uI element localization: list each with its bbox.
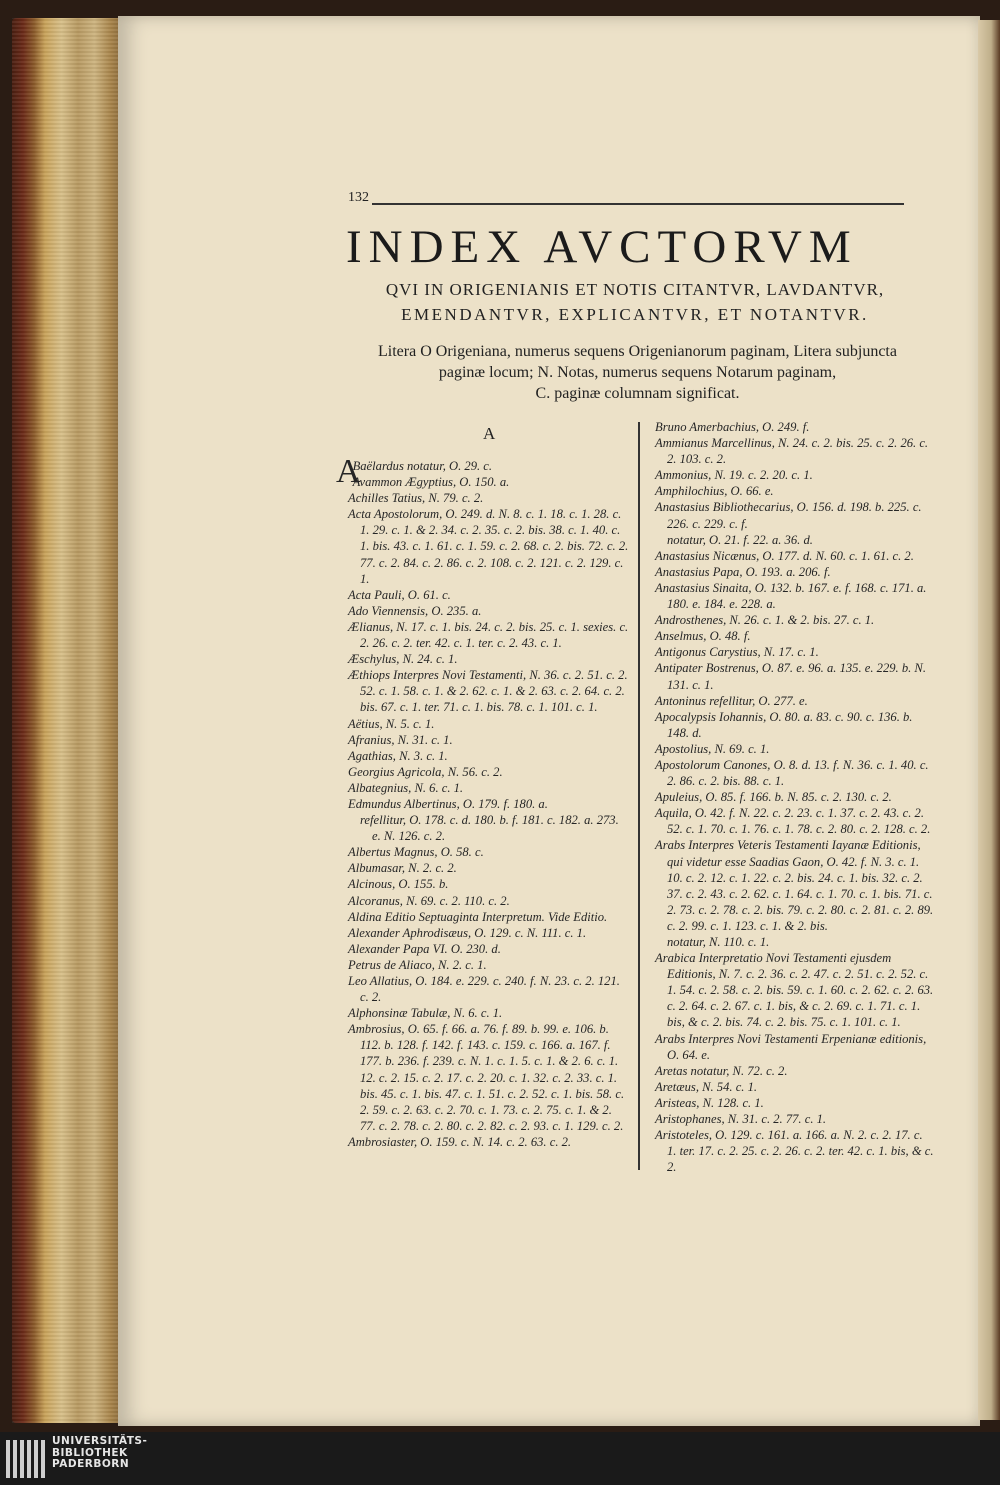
index-entry: Agathias, N. 3. c. 1.: [348, 748, 448, 763]
header-rule: [372, 203, 904, 205]
index-entry: Apuleius, O. 85. f. 166. b. N. 85. c. 2. 130. c. 2.: [655, 790, 892, 805]
index-entry: Bruno Amerbachius, O. 249. f.: [655, 420, 810, 434]
index-entry: Anastasius Bibliothecarius, O. 156. d. 198. b. 225. c. 226. c. 229. c. f.: [655, 500, 922, 531]
index-subentry: notatur, N. 110. c. 1.: [667, 935, 770, 949]
index-entry: Alexander Aphrodisæus, O. 129. c. N. 111. c. 1.: [348, 925, 587, 940]
index-entry: Arabs Interpres Novi Testamenti Erpenianæ editionis, O. 64. e.: [655, 1031, 927, 1062]
legend-line: C. paginæ columnam significat.: [535, 385, 740, 402]
index-entry: Alexander Papa VI. O. 230. d.: [348, 941, 501, 956]
index-entry: Antigonus Carystius, N. 17. c. 1.: [655, 645, 819, 660]
index-entry: Edmundus Albertinus, O. 179. f. 180. a.: [348, 796, 548, 811]
logo-line: BIBLIOTHEK: [52, 1446, 128, 1459]
index-column-left: [336, 453, 630, 1150]
subtitle-line-1: QVI IN ORIGENIANIS ET NOTIS CITANTVR, LAVDANTVR,: [385, 280, 885, 299]
index-entry: Aretæus, N. 54. c. 1.: [655, 1079, 758, 1094]
index-entry: Anastasius Nicænus, O. 177. d. N. 60. c. 1. 61. c. 2.: [655, 548, 914, 563]
logo-line: PADERBORN: [52, 1458, 130, 1470]
index-entry: Aristeas, N. 128. c. 1.: [655, 1095, 764, 1110]
index-entry: Aristophanes, N. 31. c. 2. 77. c. 1.: [655, 1112, 827, 1127]
index-entry: Avammon Ægyptius, O. 150. a.: [352, 475, 510, 490]
index-entry: Acta Pauli, O. 61. c.: [348, 587, 451, 602]
index-entry: Antipater Bostrenus, O. 87. e. 96. a. 135. e. 229. b. N. 131. c. 1.: [655, 661, 926, 692]
index-entry: Acta Apostolorum, O. 249. d. N. 8. c. 1. 18. c. 1. 28. c. 1. 29. c. 1. & 2. 34. c. 2. 35. c. 2. bis. 38. c. 1. 40. c. 1. bis. 43. c. 1. 61. c. 1. 59. c. 2. 68. c. 2. bis. 72. c. 2. 77. c. 2. 84. c. 2. 86. c. 2. 108. c. 2. 121. c. 2. 129. c. 1.: [348, 507, 629, 586]
index-entry: Georgius Agricola, N. 56. c. 2.: [348, 764, 503, 779]
legend-line: Litera O Origeniana, numerus sequens Origenianorum paginam, Litera subjuncta: [378, 343, 897, 360]
index-entry: Arabs Interpres Veteris Testamenti Iayanæ Editionis, qui videtur esse Saadias Gaon, O. 42. f. N. 3. c. 1. 10. c. 2. 12. c. 1. 22. c. 2. bis. 24. c. 1. bis. 32. c. 2. 37. c. 2. 43. c. 2. 62. c. 1. 64. c. 1. 70. c. 1. bis. 71. c. 2. 73. c. 2. 78. c. 2. bis. 79. c. 2. 80. c. 2. 81. c. 2. 89. c. 2. 99. c. 1. 123. c. 1. & 2. bis.: [655, 838, 934, 933]
index-entry: A Baëlardus notatur, O. 29. c.: [336, 453, 493, 490]
library-footer-bar: [0, 1432, 1000, 1485]
index-entry: Ambrosius, O. 65. f. 66. a. 76. f. 89. b. 99. e. 106. b. 112. b. 128. f. 142. f. 143. c. 159. c. 166. a. 167. f. 177. b. 236. f. 239. c. N. 1. c. 1. 5. c. 1. & 2. 6. c. 1. 12. c. 2. 15. c. 2. 17. c. 2. 20. c. 1. 32. c. 2. 33. c. 1. bis. 45. c. 1. bis. 47. c. 1. 51. c. 2. 52. c. 1. bis. 58. c. 2. 59. c. 2. 63. c. 2. 70. c. 1. 73. c. 2. 75. c. 1. & 2. 77. c. 2. 78. c. 2. 80. c. 2. 82. c. 2. 93. c. 1. 129. c. 2.: [348, 1022, 625, 1133]
index-entry: Æthiops Interpres Novi Testamenti, N. 36. c. 2. 51. c. 2. 52. c. 1. 58. c. 1. & 2. 62. c. 1. & 2. 63. c. 2. 64. c. 2. bis. 67. c. 1. ter. 71. c. 1. bis. 78. c. 1. 101. c. 1.: [348, 668, 628, 715]
section-letter: A: [483, 424, 496, 443]
index-entry: Apostolorum Canones, O. 8. d. 13. f. N. 36. c. 1. 40. c. 2. 86. c. 2. bis. 88. c. 1.: [655, 757, 929, 789]
index-entry: Antoninus refellitur, O. 277. e.: [655, 693, 808, 708]
index-entry: Petrus de Aliaco, N. 2. c. 1.: [348, 957, 487, 972]
index-entry: Aretas notatur, N. 72. c. 2.: [655, 1063, 788, 1078]
index-entry: Albumasar, N. 2. c. 2.: [348, 861, 457, 876]
index-entry: Alcoranus, N. 69. c. 2. 110. c. 2.: [348, 893, 510, 908]
index-entry: Ado Viennensis, O. 235. a.: [348, 603, 482, 618]
index-entry: Aldina Editio Septuaginta Interpretum. Vide Editio.: [348, 909, 608, 924]
index-entry: Anselmus, O. 48. f.: [655, 629, 751, 644]
index-entry: Apocalypsis Iohannis, O. 80. a. 83. c. 90. c. 136. b. 148. d.: [655, 709, 913, 740]
library-logo-text: [52, 1436, 147, 1471]
index-entry: Aristoteles, O. 129. c. 161. a. 166. a. N. 2. c. 2. 17. c. 1. ter. 17. c. 2. 25. c. 2. 26. c. 2. ter. 42. c. 1. bis, & c. 2.: [655, 1128, 934, 1175]
index-entry: Albategnius, N. 6. c. 1.: [348, 780, 464, 795]
index-entry: Æschylus, N. 24. c. 1.: [348, 652, 458, 667]
library-logo-icon: [6, 1440, 50, 1478]
abbreviation-legend: [350, 341, 925, 404]
index-entry: Alcinous, O. 155. b.: [348, 877, 449, 892]
subtitle-line-2: EMENDANTVR, EXPLICANTVR, ET NOTANTVR.: [401, 305, 869, 324]
index-entry: Ammonius, N. 19. c. 2. 20. c. 1.: [655, 468, 813, 483]
index-entry: Aëtius, N. 5. c. 1.: [348, 716, 435, 731]
index-entry: Aquila, O. 42. f. N. 22. c. 2. 23. c. 1. 37. c. 2. 43. c. 2. 52. c. 1. 70. c. 1. 76. c. 1. 78. c. 2. 80. c. 2. 128. c. 2.: [655, 806, 931, 837]
index-entry: Anastasius Papa, O. 193. a. 206. f.: [655, 564, 831, 579]
index-entry: Ambrosiaster, O. 159. c. N. 14. c. 2. 63. c. 2.: [348, 1134, 572, 1149]
index-entry: Ammianus Marcellinus, N. 24. c. 2. bis. 25. c. 2. 26. c. 2. 103. c. 2.: [655, 436, 929, 467]
index-entry: Anastasius Sinaita, O. 132. b. 167. e. f. 168. c. 171. a. 180. e. 184. e. 228. a.: [655, 580, 927, 612]
index-entry: Arabica Interpretatio Novi Testamenti ejusdem Editionis, N. 7. c. 2. 36. c. 2. 47. c. 2. 51. c. 2. 52. c. 1. 54. c. 2. 58. c. 2. bis. 59. c. 1. 60. c. 2. 62. c. 2. 63. c. 2. 64. c. 2. 67. c. 1. bis, & c. 2. 69. c. 1. 71. c. 1. bis, & c. 2. bis. 74. c. 2. bis. 75. c. 1. 101. c. 1.: [655, 951, 934, 1030]
index-entry: Ælianus, N. 17. c. 1. bis. 24. c. 2. bis. 25. c. 1. sexies. c. 2. 26. c. 2. ter. 42. c. 1. ter. c. 2. 43. c. 1.: [348, 619, 629, 651]
index-column-right: [655, 419, 935, 1175]
index-entry: Apostolius, N. 69. c. 1.: [655, 741, 770, 756]
index-entry: Afranius, N. 31. c. 1.: [348, 732, 453, 747]
drop-cap: A: [336, 453, 361, 490]
legend-line: paginæ locum; N. Notas, numerus sequens Notarum paginam,: [438, 364, 837, 381]
index-entry: Achilles Tatius, N. 79. c. 2.: [348, 491, 484, 506]
page-number: 132: [348, 190, 369, 205]
index-subentry: refellitur, O. 178. c. d. 180. b. f. 181. c. 182. a. 273. e. N. 126. c. 2.: [360, 813, 619, 844]
index-subentry: notatur, O. 21. f. 22. a. 36. d.: [667, 532, 813, 547]
index-entry: Leo Allatius, O. 184. e. 229. c. 240. f. N. 23. c. 2. 121. c. 2.: [348, 974, 620, 1005]
column-divider: [638, 422, 640, 1170]
index-entry: Androsthenes, N. 26. c. 1. & 2. bis. 27. c. 1.: [655, 613, 875, 628]
index-entry: Amphilochius, O. 66. e.: [655, 484, 774, 499]
page-title: INDEX AVCTORVM: [346, 221, 858, 273]
index-entry: Albertus Magnus, O. 58. c.: [348, 845, 484, 860]
index-entry: Alphonsinæ Tabulæ, N. 6. c. 1.: [348, 1006, 503, 1021]
logo-line: UNIVERSITÄTS-: [52, 1435, 148, 1447]
